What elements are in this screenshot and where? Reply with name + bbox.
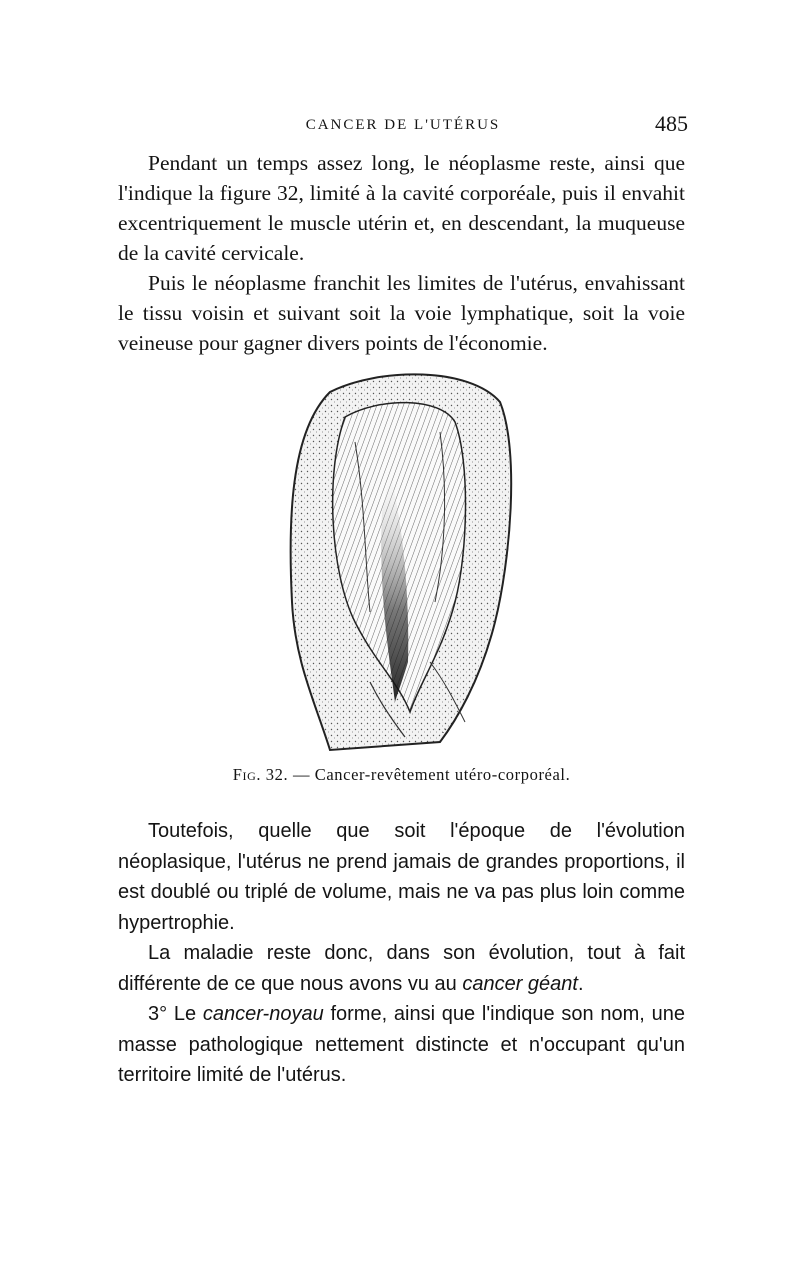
bottom-text-block xyxy=(118,816,685,1091)
paragraph: Puis le néoplasme franchit les limites de l'utérus, envahissant le tissu voisin et suivant soit la voie lymphatique, soit la voie veineuse pour gagner divers points de l'économie. xyxy=(118,271,685,355)
emphasized-term: cancer géant xyxy=(462,972,578,995)
paragraph-end: . xyxy=(577,972,584,995)
running-head xyxy=(118,111,688,141)
uterus-illustration xyxy=(270,362,520,762)
paragraph-text: forme, ainsi que l'indique son nom, une masse pathologique nettement distincte et n'occupant qu'un territoire limité de l'utérus. xyxy=(118,1003,685,1086)
top-text-block xyxy=(118,148,685,358)
paragraph: Toutefois, quelle que soit l'époque de l'évolution néoplasique, l'utérus ne prend jamais de grandes proportions, il est doublé ou triplé de volume, mais ne va pas plus loin comme hypertrophie. xyxy=(118,820,685,934)
svg-text:∴: ∴ xyxy=(442,727,448,737)
figure-label: Fig. 32. xyxy=(232,765,289,784)
paragraph xyxy=(118,999,685,1091)
page-number: 485 xyxy=(655,111,688,136)
running-title: CANCER DE L'UTÉRUS xyxy=(305,117,501,133)
figure-caption-text: — Cancer-revêtement utéro-corporéal. xyxy=(292,765,571,784)
emphasized-term: cancer-noyau xyxy=(202,1003,324,1025)
paragraph: Pendant un temps assez long, le néoplasme reste, ainsi que l'indique la figure 32, limité à la cavité corporéale, puis il envahit excentriquement le muscle utérin et, en descendant, la muqueuse de la cavité cervicale. xyxy=(118,151,685,265)
figure-caption xyxy=(118,765,685,785)
section-number: 3° Le xyxy=(148,1003,197,1025)
paragraph xyxy=(118,938,685,999)
paragraph-text: La maladie reste donc, dans son évolution, tout à fait différente de ce que nous avons vu au xyxy=(118,942,685,995)
